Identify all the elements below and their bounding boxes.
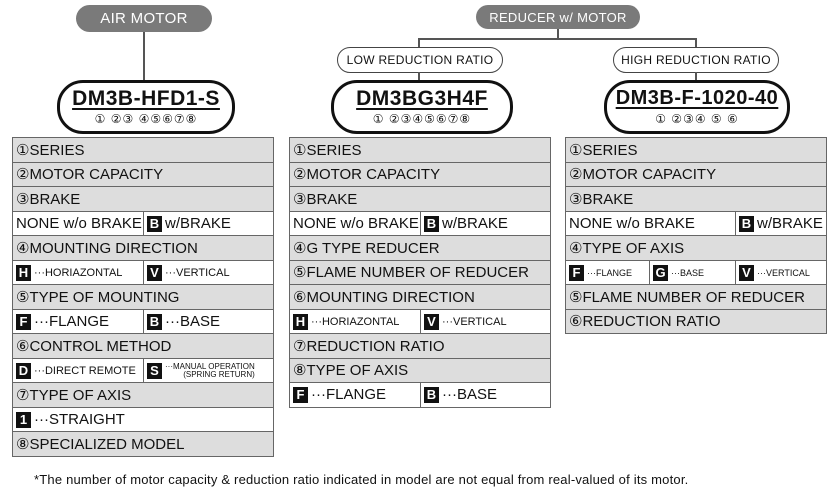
- code-tag: F: [569, 265, 584, 281]
- code-tag: B: [424, 387, 439, 403]
- code-tag: B: [739, 216, 754, 232]
- air-motor-model-oval: [57, 80, 235, 134]
- row-series: ①SERIES: [566, 138, 827, 163]
- air-motor-spec-table: [12, 137, 274, 457]
- code-tag: D: [16, 363, 31, 379]
- high-ratio-model-code: DM3B-F-1020-40: [615, 87, 779, 109]
- option-manual-operation: S ···MANUAL OPERATION (SPRING RETURN): [144, 358, 274, 383]
- low-ratio-model-oval: [331, 80, 513, 134]
- code-tag: B: [424, 216, 439, 232]
- row-motor-capacity: ②MOTOR CAPACITY: [290, 162, 551, 187]
- code-tag: V: [147, 265, 162, 281]
- code-tag: F: [293, 387, 308, 403]
- option-vertical: V ···VERTICAL: [421, 309, 551, 334]
- row-type-of-axis: ⑧TYPE OF AXIS: [290, 358, 551, 383]
- row-type-of-axis: ④TYPE OF AXIS: [566, 236, 827, 261]
- air-motor-model-numbers: ① ②③ ④⑤⑥⑦⑧: [94, 112, 198, 126]
- row-flame-number: ⑤FLAME NUMBER OF REDUCER: [290, 260, 551, 285]
- row-specialized-model: ⑧SPECIALIZED MODEL: [13, 432, 274, 457]
- row-g-type-reducer: ④G TYPE REDUCER: [290, 236, 551, 261]
- row-reduction-ratio: ⑦REDUCTION RATIO: [290, 334, 551, 359]
- low-ratio-label: LOW REDUCTION RATIO: [337, 47, 503, 73]
- high-ratio-model-numbers: ① ②③④ ⑤ ⑥: [655, 112, 739, 126]
- option-no-brake: NONE w/o BRAKE: [13, 211, 144, 236]
- row-series: ①SERIES: [13, 138, 274, 163]
- code-tag: S: [147, 363, 162, 379]
- air-motor-model-code: DM3B-HFD1-S: [72, 87, 220, 110]
- code-tag: V: [739, 265, 754, 281]
- reducer-label: REDUCER w/ MOTOR: [476, 5, 640, 29]
- code-tag: H: [16, 265, 31, 281]
- option-brake: B w/BRAKE: [421, 211, 551, 236]
- option-no-brake: NONE w/o BRAKE: [566, 211, 736, 236]
- row-brake: ③BRAKE: [13, 187, 274, 212]
- code-tag: 1: [16, 412, 31, 428]
- code-tag: G: [653, 265, 668, 281]
- option-flange: F ···FLANGE: [290, 383, 421, 408]
- row-type-of-axis: ⑦TYPE OF AXIS: [13, 383, 274, 408]
- option-direct-remote: D ···DIRECT REMOTE: [13, 358, 144, 383]
- option-brake: B w/BRAKE: [144, 211, 274, 236]
- low-ratio-model-code: DM3BG3H4F: [356, 87, 488, 110]
- code-tag: V: [424, 314, 439, 330]
- connector-line: [418, 38, 697, 40]
- row-control-method: ⑥CONTROL METHOD: [13, 334, 274, 359]
- option-brake: B w/BRAKE: [736, 211, 827, 236]
- row-flame-number: ⑤FLAME NUMBER OF REDUCER: [566, 285, 827, 310]
- option-horizontal: H ···HORIAZONTAL: [13, 260, 144, 285]
- row-reduction-ratio: ⑥REDUCTION RATIO: [566, 309, 827, 334]
- option-base: B ···BASE: [144, 309, 274, 334]
- option-vertical: V ···VERTICAL: [144, 260, 274, 285]
- option-horizontal: H ···HORIAZONTAL: [290, 309, 421, 334]
- row-type-of-mounting: ⑤TYPE OF MOUNTING: [13, 285, 274, 310]
- low-ratio-spec-table: [289, 137, 551, 408]
- option-flange: F ···FLANGE: [566, 260, 650, 285]
- connector-line: [143, 32, 145, 82]
- row-mounting-direction: ⑥MOUNTING DIRECTION: [290, 285, 551, 310]
- air-motor-label: AIR MOTOR: [76, 5, 212, 32]
- option-vertical: V ···VERTICAL: [736, 260, 827, 285]
- option-no-brake: NONE w/o BRAKE: [290, 211, 421, 236]
- row-brake: ③BRAKE: [566, 187, 827, 212]
- row-series: ①SERIES: [290, 138, 551, 163]
- code-tag: H: [293, 314, 308, 330]
- option-base: B ···BASE: [421, 383, 551, 408]
- code-tag: B: [147, 216, 162, 232]
- code-tag: F: [16, 314, 31, 330]
- option-straight: 1 ···STRAIGHT: [13, 407, 274, 432]
- footnote: *The number of motor capacity & reduction ratio indicated in model are not equal from real-valued of its motor.: [34, 472, 689, 487]
- low-ratio-model-numbers: ① ②③④⑤⑥⑦⑧: [372, 112, 472, 126]
- row-mounting-direction: ④MOUNTING DIRECTION: [13, 236, 274, 261]
- high-ratio-spec-table: [565, 137, 827, 334]
- high-ratio-model-oval: [604, 80, 790, 134]
- row-brake: ③BRAKE: [290, 187, 551, 212]
- option-flange: F ···FLANGE: [13, 309, 144, 334]
- high-ratio-label: HIGH REDUCTION RATIO: [613, 47, 779, 73]
- code-tag: B: [147, 314, 162, 330]
- row-motor-capacity: ②MOTOR CAPACITY: [566, 162, 827, 187]
- row-motor-capacity: ②MOTOR CAPACITY: [13, 162, 274, 187]
- option-base: G ···BASE: [650, 260, 736, 285]
